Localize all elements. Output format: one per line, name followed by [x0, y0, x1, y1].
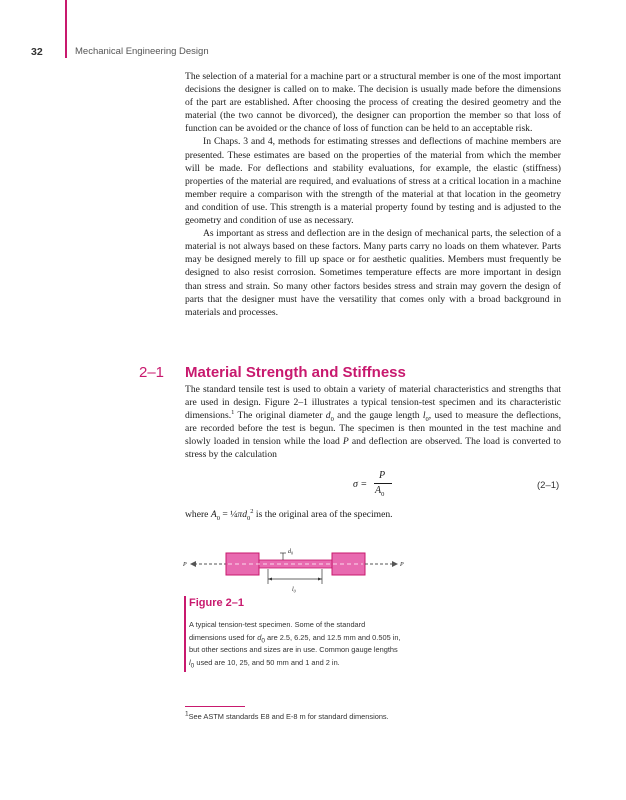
arrow-right-icon — [392, 561, 398, 567]
page-number: 32 — [31, 46, 43, 58]
equation-lhs: σ = — [353, 479, 368, 490]
paragraph-3: As important as stress and deflection are in the design of mechanical parts, the selection of a material is not always based on these factors. Many parts carry no loads on them whatever. Parts may be designed merely to fill up space or for aesthetic qualities. Members must frequently be designed to also resist corrosion. Sometimes temperature effects are more important in design than stress and strain. So many other factors besides stress and strain may govern the design of parts that the designer must have the versatility that comes only with a broad background in materials and processes. — [185, 228, 561, 318]
footnote-ref: 1 — [231, 409, 235, 416]
section-paragraph: The standard tensile test is used to obtain a variety of material characteristics and strengths that are used in design. Figure 2–1 illustrates a typical tension-test specimen and its characteristic dimensions.$^1$ The original diameter $d_0$ and the gauge length $l_0$, used to measure the deflections, are recorded before the test is begun. The specimen is then mounted in the test machine and slowly loaded in tension while the load P and deflection are observed. The load is converted to stress by the calculation — [185, 384, 561, 461]
equation-denominator: $A_0$ — [375, 485, 385, 498]
running-header: Mechanical Engineering Design — [75, 46, 209, 57]
intro-text — [185, 70, 561, 319]
footnote: $^1$See ASTM standards E8 and E-8 m for standard dimensions. — [185, 710, 389, 721]
figure-caption-bar — [184, 596, 186, 672]
paragraph-1: The selection of a material for a machine part or a structural member is one of the most important decisions the designer is called on to make. The decision is usually made before the dimensions of the part are established. After choosing the process of creating the desired geometry and the material (the two cannot be divorced), the designer can proportion the member so that loss of function can be avoided or the chance of loss of function can be held to an acceptable risk. — [185, 71, 561, 135]
section-title: Material Strength and Stiffness — [185, 364, 406, 381]
equation-numerator: P — [379, 470, 386, 481]
margin-accent-bar — [65, 0, 67, 58]
equation-number: (2–1) — [537, 480, 560, 491]
load-label-left: P — [183, 562, 187, 568]
arrow-left-icon — [190, 561, 196, 567]
footnote-rule — [185, 706, 245, 707]
fraction-bar — [374, 483, 392, 484]
paragraph-2: In Chaps. 3 and 4, methods for estimating stresses and deflections of machine members are presented. These estimates are based on the properties of the material from which the member will be made. For deflections and stability evaluations, for example, the elastic (stiffness) properties of the material are required, and evaluations of stress at a critical location in a machine member require a comparison with the strength of the material at that location in the geometry and condition of use. This strength is a material property found by testing and is adjusted to the geometry and condition of use as necessary. — [185, 136, 561, 227]
figure-caption: A typical tension-test specimen. Some of the standard dimensions used for $d_0$ are 2.5, 6.25, and 12.5 mm and 0.505 in, but other sections and sizes are in use. Common gauge lengths $l_0$ used are 10, 25, and 50 mm and 1 and 2 in. — [189, 620, 401, 670]
load-label-right: P — [400, 562, 404, 568]
section-number: 2–1 — [139, 364, 165, 381]
figure-label: Figure 2–1 — [189, 597, 245, 609]
dim-label-l0: $l_0$ — [292, 587, 296, 594]
section-text-a: The standard tensile test is used to obtain a variety of material characteristics and strengths that are used in design. Figure 2–1 illustrates a typical tension-test specimen and its characteristic dimensions. — [185, 384, 561, 422]
tension-specimen-figure — [182, 538, 412, 594]
dim-label-d0: $d_0$ — [288, 549, 293, 556]
where-line: where $A_0$ = $\frac{1}{4}\pi d_0^2$ is the original area of the specimen. — [185, 507, 393, 522]
